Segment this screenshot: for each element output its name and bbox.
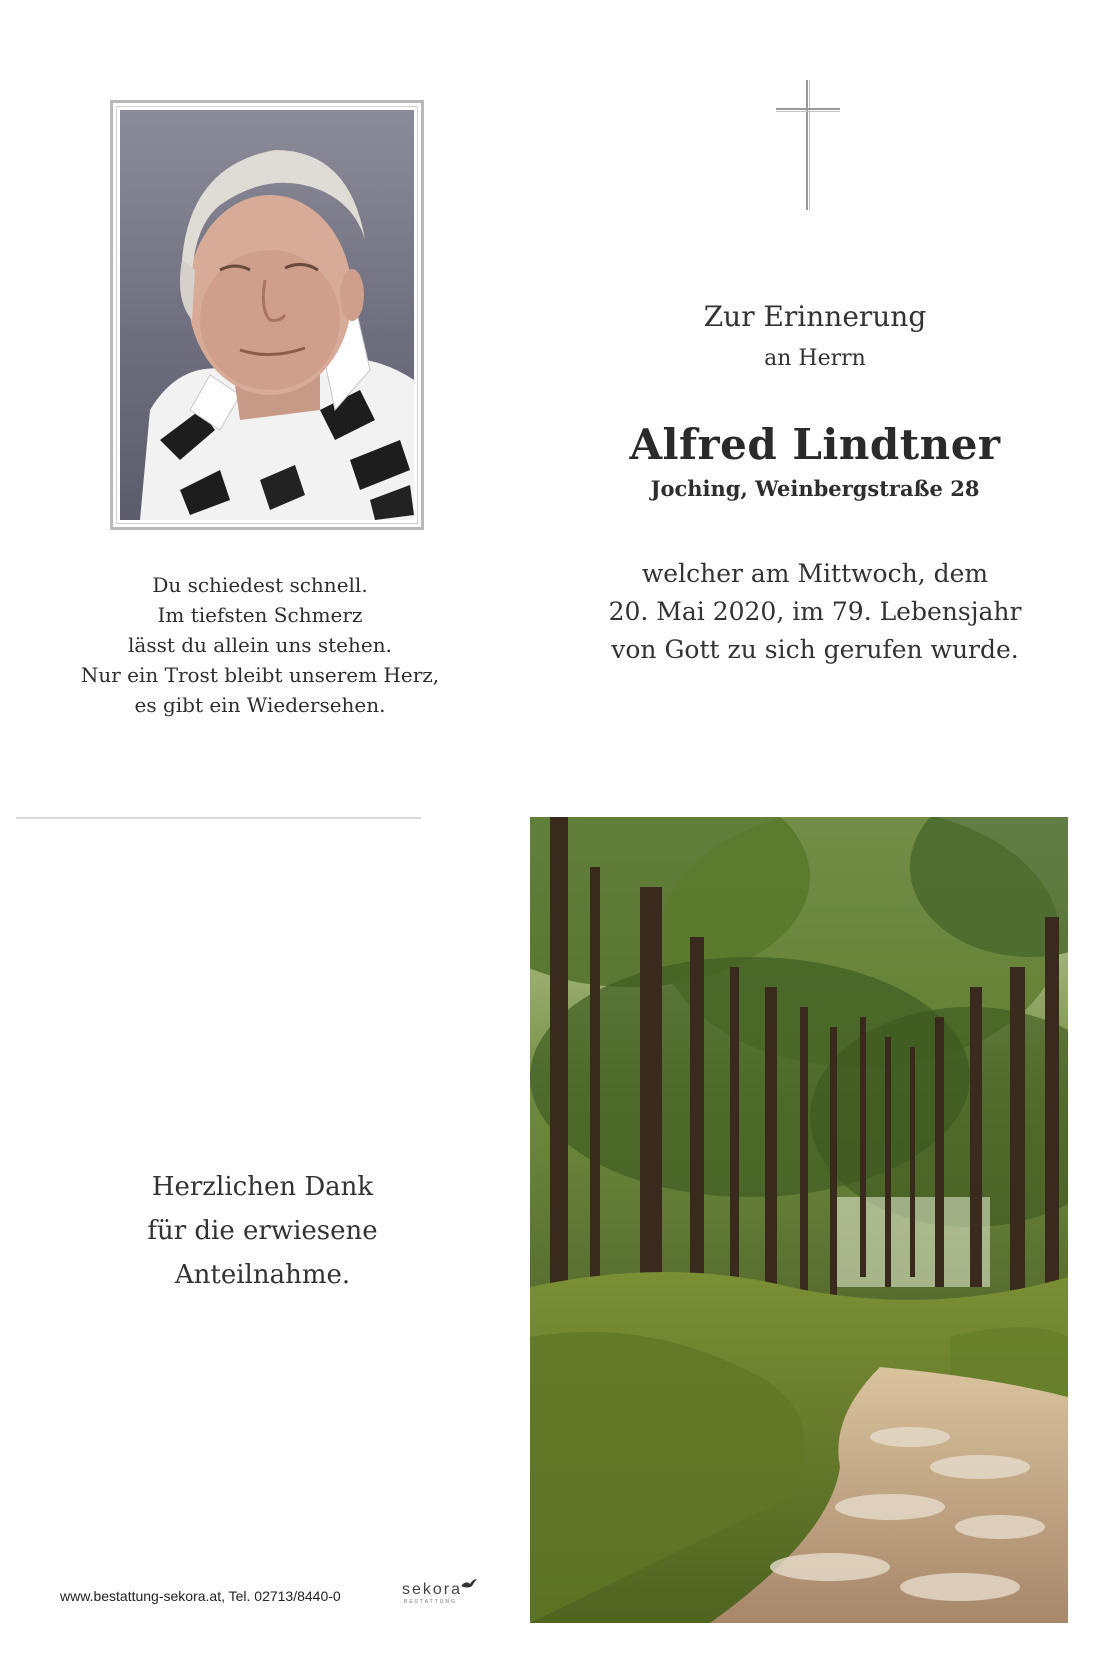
thanks-message bbox=[60, 1165, 465, 1297]
thanks-line: Anteilnahme. bbox=[174, 1260, 351, 1290]
death-notice bbox=[600, 555, 1030, 669]
poem-line: lässt du allein uns stehen. bbox=[128, 633, 392, 657]
poem-line: Im tiefsten Schmerz bbox=[157, 603, 363, 627]
poem-line: es gibt ein Wiedersehen. bbox=[134, 693, 386, 717]
poem-line: Nur ein Trost bleibt unserem Herz, bbox=[80, 663, 440, 687]
deceased-address: Joching, Weinbergstraße 28 bbox=[650, 476, 980, 501]
deceased-name: Alfred Lindtner bbox=[629, 420, 1001, 469]
fold-divider bbox=[16, 817, 421, 819]
portrait-frame bbox=[110, 100, 424, 530]
death-line: von Gott zu sich gerufen wurde. bbox=[611, 635, 1019, 664]
forest-path-photo bbox=[530, 817, 1068, 1623]
bird-icon bbox=[460, 1578, 478, 1590]
poem-line: Du schiedest schnell. bbox=[152, 573, 368, 597]
memorial-poem bbox=[60, 570, 460, 720]
memorial-title: Zur Erinnerung bbox=[703, 300, 927, 333]
death-line: 20. Mai 2020, im 79. Lebensjahr bbox=[608, 597, 1022, 626]
thanks-line: Herzlichen Dank bbox=[151, 1172, 374, 1202]
funeral-home-logo-sub: BESTATTUNG bbox=[404, 1599, 457, 1605]
cross-icon bbox=[776, 80, 840, 210]
funeral-home-logo: sekora bbox=[402, 1581, 463, 1598]
death-line: welcher am Mittwoch, dem bbox=[641, 559, 989, 588]
portrait-photo bbox=[120, 110, 414, 520]
funeral-home-contact: www.bestattung-sekora.at, Tel. 02713/8440-0 bbox=[60, 1588, 341, 1604]
thanks-line: für die erwiesene bbox=[147, 1216, 378, 1246]
memorial-salutation: an Herrn bbox=[764, 346, 866, 371]
